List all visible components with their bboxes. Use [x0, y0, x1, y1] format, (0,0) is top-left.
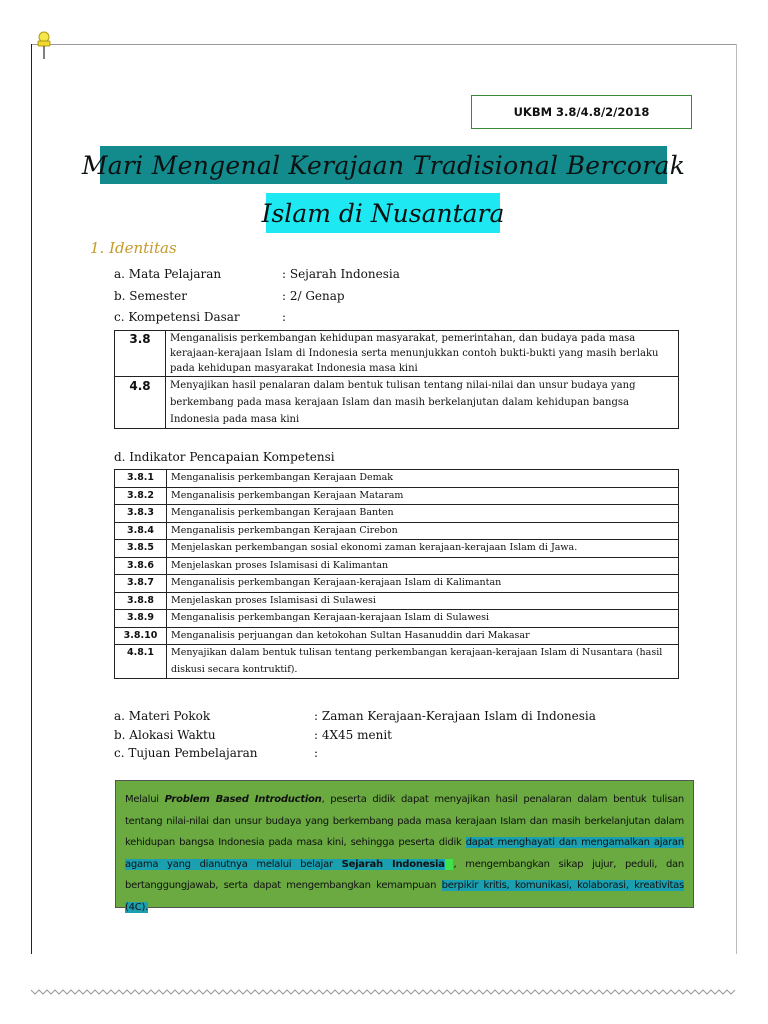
meta-value: : [282, 310, 287, 324]
ind-text: Menganalisis perkembangan Kerajaan-kerajaan Islam di Kalimantan [167, 575, 679, 593]
title-line-1: Mari Mengenal Kerajaan Tradisional Bercorak [100, 146, 667, 184]
torn-page-edge [0, 975, 768, 1024]
table-row [115, 331, 679, 377]
ind-code: 3.8.7 [115, 575, 167, 593]
kd-text: Menganalisis perkembangan kehidupan masyarakat, pemerintahan, dan budaya pada masa kerajaan-kerajaan Islam di Indonesia serta menunjukkan contoh bukti-bukti yang masih berlaku pada kehidupan masyarakat Indonesia masa kini [166, 331, 679, 377]
identitas-heading: 1. Identitas [90, 239, 177, 257]
meta-key: c. Tujuan Pembelajaran [114, 746, 258, 760]
kd-code: 3.8 [115, 331, 166, 377]
pushpin-icon[interactable] [33, 30, 55, 60]
tujuan-text: , peserta didik dapat menyajikan hasil penalaran dalam bentuk tulisan tentang nilai-nilai dan unsur budaya yang berkembang pada masa kerajaan Islam dan masih berkelanjutan dalam kehidupan bangsa Indonesia pada masa kini, sehingga peserta didik [125, 794, 684, 848]
meta-key: a. Mata Pelajaran [114, 267, 222, 281]
ind-text: Menjelaskan perkembangan sosial ekonomi zaman kerajaan-kerajaan Islam di Jawa. [167, 540, 679, 558]
table-row [115, 377, 679, 429]
meta-value: : 4X45 menit [314, 728, 392, 742]
meta-key: b. Alokasi Waktu [114, 728, 216, 742]
table-row [115, 592, 679, 610]
table-row [115, 645, 679, 679]
table-row [115, 575, 679, 593]
table-row [115, 470, 679, 488]
table-row [115, 505, 679, 523]
kompetensi-dasar-table [114, 330, 679, 429]
tujuan-highlight: berpikir kritis, komunikasi, kolaborasi, kreativitas (4C). [125, 880, 685, 913]
tujuan-pembelajaran-box [115, 780, 694, 913]
tujuan-highlight: dapat menghayati dan mengamalkan ajaran agama yang dianutnya melalui belajar [125, 837, 684, 870]
kd-code: 4.8 [115, 377, 166, 429]
ind-text: Menjelaskan proses Islamisasi di Sulawesi [167, 592, 679, 610]
meta-key: b. Semester [114, 289, 187, 303]
ind-text: Menjelaskan proses Islamisasi di Kalimantan [167, 557, 679, 575]
ind-code: 3.8.8 [115, 592, 167, 610]
ind-code: 3.8.5 [115, 540, 167, 558]
document-code-box: UKBM 3.8/4.8/2/2018 [471, 95, 692, 129]
meta-key: a. Materi Pokok [114, 709, 211, 723]
kd-text: Menyajikan hasil penalaran dalam bentuk tulisan tentang nilai-nilai dan unsur budaya yang berkembang pada masa kerajaan Islam dan masih berkelanjutan dalam kehidupan bangsa Indonesia pada masa kini [166, 377, 679, 429]
ind-text: Menganalisis perkembangan Kerajaan Mataram [167, 487, 679, 505]
indikator-table [114, 469, 679, 679]
ind-text: Menganalisis perkembangan Kerajaan Banten [167, 505, 679, 523]
ind-code: 3.8.9 [115, 610, 167, 628]
page-border-top [31, 44, 737, 45]
page-border-left [31, 44, 32, 954]
ind-code: 3.8.10 [115, 627, 167, 645]
ind-code: 4.8.1 [115, 645, 167, 679]
tujuan-emphasis: Problem Based Introduction [164, 794, 322, 805]
ind-text: Menganalisis perjuangan dan ketokohan Sultan Hasanuddin dari Makasar [167, 627, 679, 645]
table-row [115, 610, 679, 628]
table-row [115, 557, 679, 575]
ind-code: 3.8.2 [115, 487, 167, 505]
ind-text: Menganalisis perkembangan Kerajaan-kerajaan Islam di Sulawesi [167, 610, 679, 628]
meta-key: c. Kompetensi Dasar [114, 310, 240, 324]
table-row [115, 540, 679, 558]
table-row [115, 487, 679, 505]
meta-value: : 2/ Genap [282, 289, 345, 303]
tujuan-emphasis: Sejarah Indonesia [341, 858, 445, 870]
tujuan-text: Melalui [125, 794, 165, 805]
table-row [115, 627, 679, 645]
tujuan-text: , mengembangkan sikap jujur, peduli, dan bertanggungjawab, serta dapat mengembangkan kemampuan [125, 858, 685, 891]
ind-code: 3.8.4 [115, 522, 167, 540]
indikator-heading: d. Indikator Pencapaian Kompetensi [114, 450, 335, 464]
ind-text: Menyajikan dalam bentuk tulisan tentang perkembangan kerajaan-kerajaan Islam di Nusantara (hasil diskusi secara kontruktif). [167, 645, 679, 679]
table-row [115, 522, 679, 540]
ind-code: 3.8.6 [115, 557, 167, 575]
meta-value: : [314, 746, 319, 760]
ind-text: Menganalisis perkembangan Kerajaan Cirebon [167, 522, 679, 540]
meta-value: : Zaman Kerajaan-Kerajaan Islam di Indonesia [314, 709, 596, 723]
page-border-right [736, 44, 737, 954]
ind-code: 3.8.1 [115, 470, 167, 488]
meta-value: : Sejarah Indonesia [282, 267, 400, 281]
ind-code: 3.8.3 [115, 505, 167, 523]
title-line-2: Islam di Nusantara [266, 193, 500, 233]
ind-text: Menganalisis perkembangan Kerajaan Demak [167, 470, 679, 488]
